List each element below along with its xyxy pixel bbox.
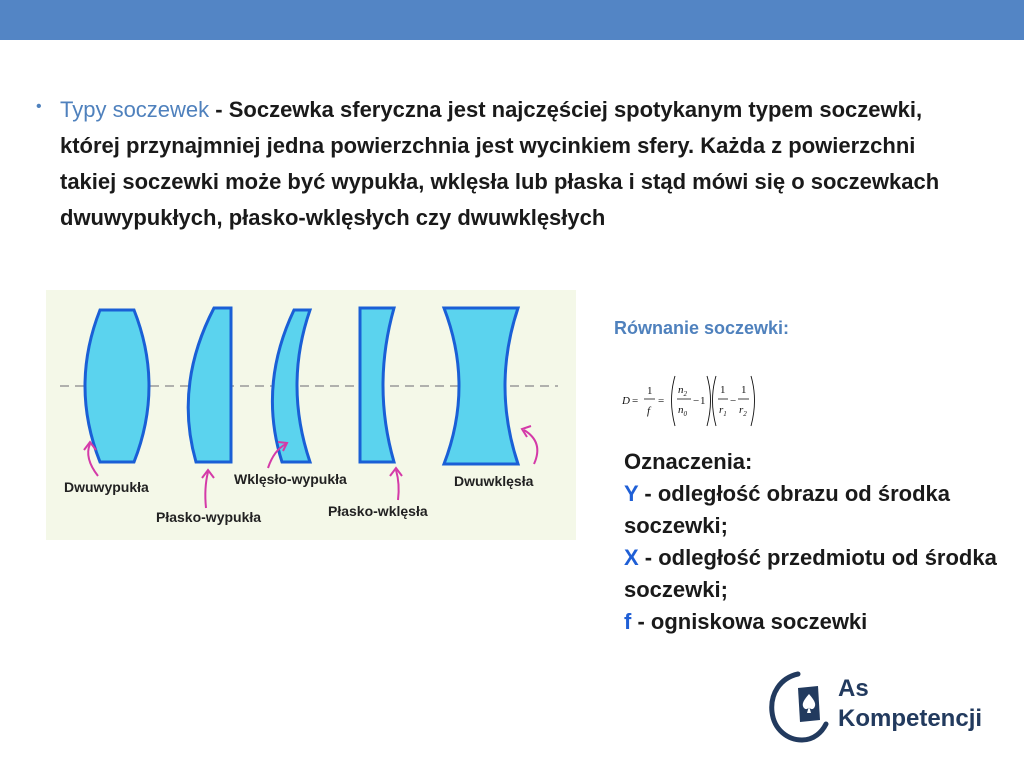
eq-minus-2: −: [730, 395, 737, 407]
logo-line-2: Kompetencji: [838, 705, 983, 732]
legend-item-f: [624, 606, 1024, 638]
eq-one-r2: 1: [741, 384, 747, 396]
label-plasko-wypukla: Płasko-wypukła: [156, 509, 262, 525]
lens-plasko-wklesla: [360, 308, 394, 462]
lens-equation: [620, 368, 760, 434]
eq-paren-close-1: [707, 376, 711, 426]
legend-item-y: [624, 478, 1024, 542]
eq-equals-2: =: [658, 395, 665, 407]
lens-diagram: [46, 290, 576, 540]
legend-title: Oznaczenia:: [624, 449, 753, 474]
legend-symbol-x: X: [624, 545, 639, 570]
eq-one-mid: 1: [700, 395, 706, 407]
lens-dwuwypukla: [85, 310, 149, 462]
arrow-plasko-wypukla: [205, 472, 208, 508]
logo-text: [838, 674, 982, 734]
eq-r2: $r_2$: [739, 404, 747, 418]
label-dwuwklesla: Dwuwklęsła: [454, 473, 534, 489]
intro-paragraph: [60, 92, 966, 236]
eq-n0: $n_0$: [678, 404, 687, 418]
lens-equation-graphic: [620, 368, 760, 434]
eq-r1: $r_1$: [719, 404, 727, 418]
as-kompetencji-logo: [768, 670, 1008, 744]
legend: [624, 446, 1024, 638]
legend-text-x: - odległość przedmiotu od środka soczewki;: [624, 545, 997, 602]
eq-D: D: [622, 395, 630, 407]
intro-text: - Soczewka sferyczna jest najczęściej spotykanym typem soczewki, której przynajmniej jedna powierzchnia jest wycinkiem sfery. Każda z powierzchni takiej soczewki może być wypukła, wklęsła lub płaska i stąd mówi się o soczewkach dwuwypukłych, płasko-wklęsłych czy dwuwklęsłych: [60, 97, 940, 230]
eq-f: f: [647, 405, 651, 417]
eq-n2: $n_2$: [678, 384, 687, 398]
lens-plasko-wypukla: [188, 308, 231, 462]
eq-paren-close-2: [751, 376, 755, 426]
spade-hand-icon: [768, 670, 832, 744]
legend-symbol-f: f: [624, 609, 632, 634]
arrow-plasko-wklesla: [396, 470, 399, 500]
top-bar: [0, 0, 1024, 40]
intro-bullet: [36, 92, 966, 236]
eq-minus-1: −: [693, 395, 700, 407]
eq-paren-open-2: [713, 376, 717, 426]
label-dwuwypukla: Dwuwypukła: [64, 479, 149, 495]
bullet-dot-icon: •: [36, 98, 42, 115]
eq-one-top: 1: [647, 385, 653, 397]
intro-highlight: Typy soczewek: [60, 97, 210, 122]
legend-text-f: - ogniskowa soczewki: [631, 609, 868, 634]
legend-symbol-y: Y: [624, 481, 639, 506]
lens-types-figure: [46, 290, 576, 540]
legend-text-y: - odległość obrazu od środka soczewki;: [624, 481, 950, 538]
eq-paren-open-1: [672, 376, 676, 426]
label-wkleslo-wypukla: Wklęsło-wypukła: [234, 471, 347, 487]
eq-equals-1: =: [632, 395, 639, 407]
label-plasko-wklesla: Płasko-wklęsła: [328, 503, 428, 519]
equation-title: Równanie soczewki:: [614, 318, 790, 338]
legend-item-x: [624, 542, 1024, 606]
logo-line-1: As: [838, 675, 869, 702]
eq-one-r1: 1: [720, 384, 726, 396]
